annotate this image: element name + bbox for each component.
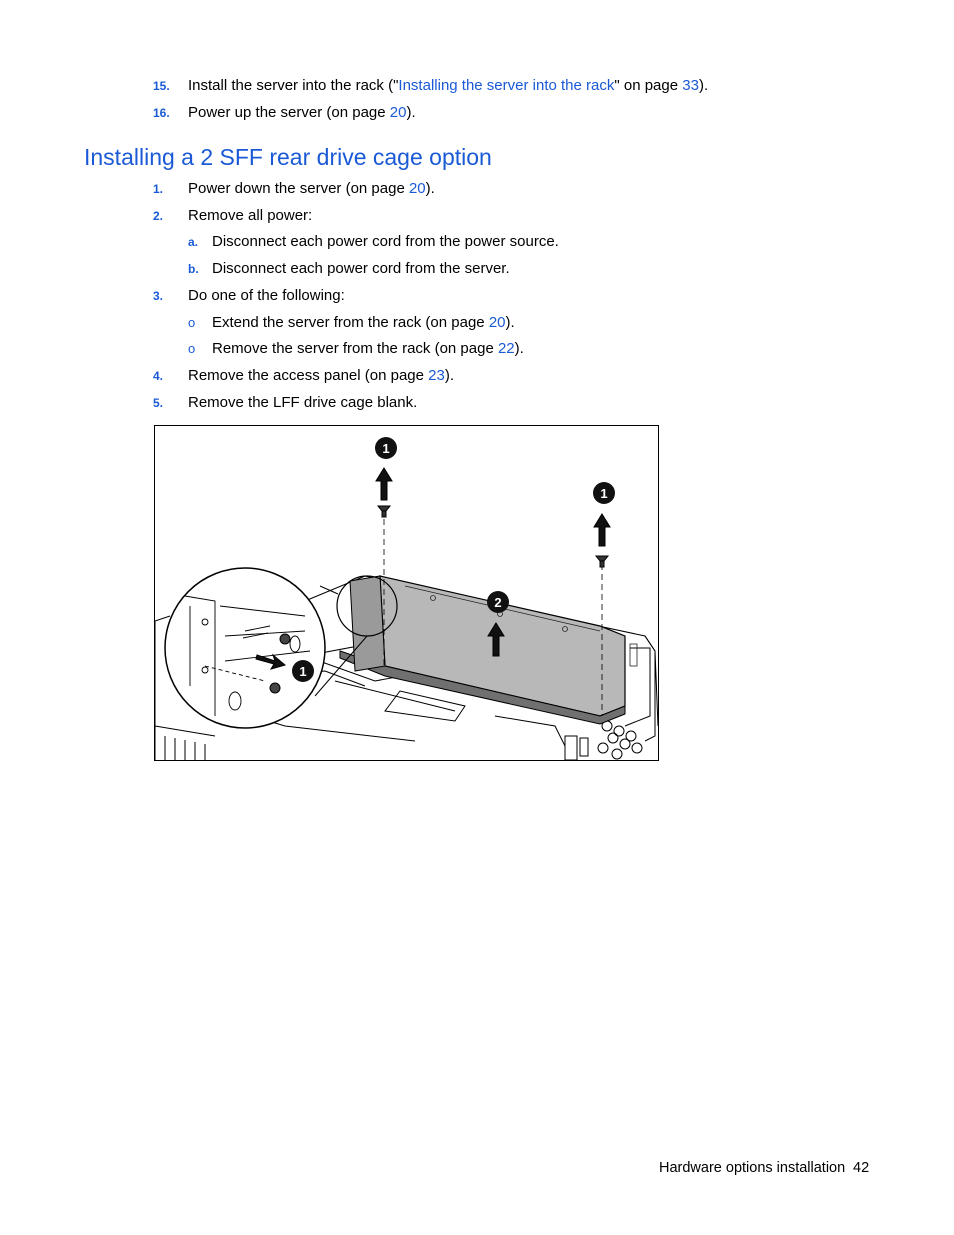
page-link[interactable]: 23	[428, 367, 445, 384]
step-text: ).	[406, 104, 416, 121]
callout-badge	[487, 591, 509, 613]
substep-extend	[212, 313, 515, 333]
page-link[interactable]: 22	[497, 340, 515, 357]
substep-a: Disconnect each power cord from the power source.	[212, 233, 559, 250]
page-link[interactable]: 20	[389, 104, 407, 121]
callout-badge	[292, 660, 314, 682]
installing-server-link[interactable]: Installing the server into the rack	[398, 77, 615, 94]
step-2: Remove all power:	[188, 207, 313, 224]
callout-number: 1	[600, 486, 608, 501]
footer-section: Hardware options installation	[659, 1160, 846, 1176]
step-3: Do one of the following:	[188, 287, 345, 304]
step-text: ).	[505, 314, 515, 331]
step-number: 1.	[153, 182, 164, 196]
substep-letter: b.	[188, 262, 199, 276]
step-number: 2.	[153, 209, 164, 223]
step-number: 5.	[153, 396, 164, 410]
step-text: ).	[425, 180, 435, 197]
step-number: 15.	[153, 79, 170, 93]
step-text: Extend the server from the rack (on page	[212, 314, 489, 331]
bullet-icon: o	[188, 315, 196, 330]
callout-number: 1	[382, 441, 390, 456]
bullet-icon: o	[188, 341, 196, 356]
callout-number: 1	[299, 664, 307, 679]
step-number: 3.	[153, 289, 164, 303]
step-text: ).	[444, 367, 455, 384]
step-15	[188, 76, 708, 96]
callout-badge	[375, 437, 397, 459]
substep-letter: a.	[188, 235, 199, 249]
step-text: Remove the access panel (on page	[188, 367, 429, 384]
step-text: Remove the server from the rack (on page	[212, 340, 498, 357]
drive-cage-figure	[154, 425, 659, 761]
step-text: Install the server into the rack ("	[188, 77, 399, 94]
page-link[interactable]: 20	[488, 314, 506, 331]
page-link[interactable]: 33	[682, 77, 699, 94]
callout-number: 2	[494, 595, 502, 610]
drive-cage-illustration	[155, 426, 658, 760]
substep-remove	[212, 339, 524, 359]
step-text: Power down the server (on page	[188, 180, 409, 197]
step-text: " on page	[614, 77, 683, 94]
page-number: 42	[853, 1160, 870, 1176]
step-text: ).	[514, 340, 524, 357]
page-link[interactable]: 20	[408, 180, 426, 197]
step-16	[188, 103, 416, 123]
substep-b: Disconnect each power cord from the server.	[212, 260, 510, 277]
section-title: Installing a 2 SFF rear drive cage option	[84, 144, 492, 170]
step-5: Remove the LFF drive cage blank.	[188, 394, 418, 411]
step-1	[188, 179, 435, 199]
step-number: 16.	[153, 106, 170, 120]
step-4	[188, 366, 454, 386]
step-text: Power up the server (on page	[188, 104, 390, 121]
step-number: 4.	[153, 369, 164, 383]
step-text: ).	[698, 77, 709, 94]
callout-badge	[593, 482, 615, 504]
